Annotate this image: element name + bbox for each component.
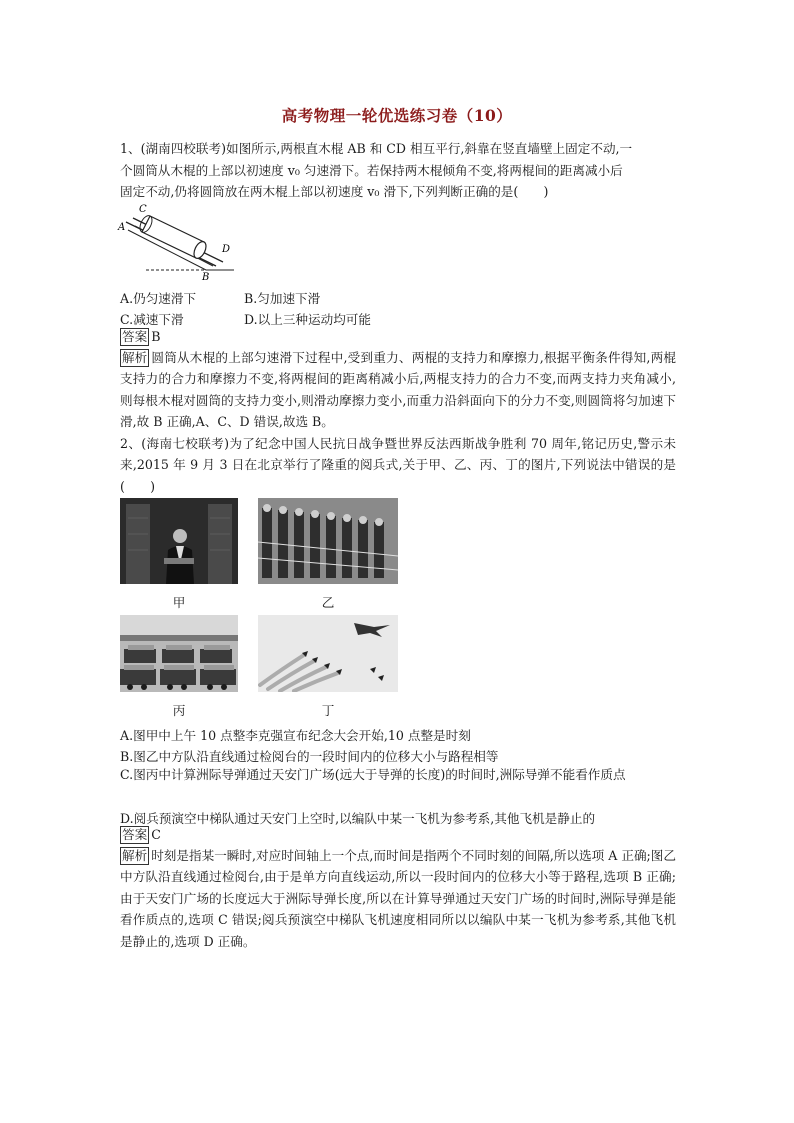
page-title: 高考物理一轮优选练习卷（10） xyxy=(281,106,513,125)
q2-answer-value: C xyxy=(151,827,161,842)
q1-stem-line-2: 个圆筒从木棍的上部以初速度 v₀ 匀速滑下。若保持两木棍倾角不变,将两棍间的距离减小后 xyxy=(120,163,623,178)
q1-analysis-text: 圆筒从木棍的上部匀速滑下过程中,受到重力、两棍的支持力和摩擦力,根据平衡条件得知,两棍支持力的合力和摩擦力不变,将两棍间的距离稍减小后,两棍支持力的合力不变,而两支持力夹角减小,则每根木棍对圆筒的支持力变小,则滑动摩擦力变小,而重力沿斜面向下的分力不变,则圆筒将匀加速下滑,故 B 正确,A、C、D 错误,故选 B。 xyxy=(120,350,676,430)
q1-figure-label-d: D xyxy=(222,244,231,255)
q1-stem-line-1: 1、(湖南四校联考)如图所示,两根直木棍 AB 和 CD 相互平行,斜靠在竖直墙壁上固定不动,一 xyxy=(120,141,633,156)
photo-jia xyxy=(120,498,238,584)
q2-analysis xyxy=(120,845,676,952)
q1-stem-line-3: 固定不动,仍将圆筒放在两木棍上部以初速度 v₀ 滑下,下列判断正确的是( ) xyxy=(120,184,549,199)
q2-stem: 2、(海南七校联考)为了纪念中国人民抗日战争暨世界反法西斯战争胜利 70 周年,铭记历史,警示未来,2015 年 9 月 3 日在北京举行了隆重的阅兵式,关于甲、乙、丙、丁的图片,下列说法中错误的是( ) xyxy=(120,436,676,494)
caption-jia: 甲 xyxy=(172,595,186,610)
caption-bing: 丙 xyxy=(172,703,186,718)
q2-analysis-text: 时刻是指某一瞬时,对应时间轴上一个点,而时间是指两个不同时刻的间隔,所以选项 A 正确;图乙中方队沿直线通过检阅台,由于是单方向直线运动,所以一段时间内的位移大小等于路程,选项 B 正确;由于天安门广场的长度远大于洲际导弹长度,所以在计算导弹通过天安门广场的时间时,洲际导弹是能看作质点的,选项 C 错误;阅兵预演空中梯队飞机速度相同所以以编队中某一飞机为参考系,其他飞机是静止的,选项 D 正确。 xyxy=(120,848,676,949)
q1-option-d: D.以上三种运动均可能 xyxy=(244,312,371,327)
q1-figure-rods-cylinder xyxy=(116,200,246,282)
q1-option-b: B.匀加速下滑 xyxy=(244,291,321,306)
q1-analysis xyxy=(120,347,676,433)
q2-option-d: D.阅兵预演空中梯队通过天安门上空时,以编队中某一飞机为参考系,其他飞机是静止的 xyxy=(120,811,596,826)
q2-answer xyxy=(120,826,161,844)
q2-answer-tag: 答案 xyxy=(122,827,148,842)
photo-bing xyxy=(120,615,238,692)
q2-option-c: C.图丙中计算洲际导弹通过天安门广场(远大于导弹的长度)的时间时,洲际导弹不能看作质点 xyxy=(120,767,626,782)
q2-option-b: B.图乙中方队沿直线通过检阅台的一段时间内的位移大小与路程相等 xyxy=(120,749,499,764)
q2-analysis-tag: 解析 xyxy=(122,848,148,863)
photo-yi xyxy=(258,498,398,584)
q2-option-a: A.图甲中上午 10 点整李克强宣布纪念大会开始,10 点整是时刻 xyxy=(120,728,471,743)
q1-answer-tag: 答案 xyxy=(122,329,148,344)
q1-answer xyxy=(120,328,160,346)
photo-ding xyxy=(258,615,398,692)
q1-answer-value: B xyxy=(151,329,161,344)
q1-figure-label-a: A xyxy=(118,222,126,233)
caption-yi: 乙 xyxy=(321,595,335,610)
q1-figure-label-b: B xyxy=(202,272,210,282)
q1-option-a: A.仍匀速滑下 xyxy=(120,291,197,306)
q1-analysis-tag: 解析 xyxy=(122,350,148,365)
q1-figure-label-c: C xyxy=(139,204,147,215)
q1-option-c: C.减速下滑 xyxy=(120,312,184,327)
caption-ding: 丁 xyxy=(321,703,335,718)
